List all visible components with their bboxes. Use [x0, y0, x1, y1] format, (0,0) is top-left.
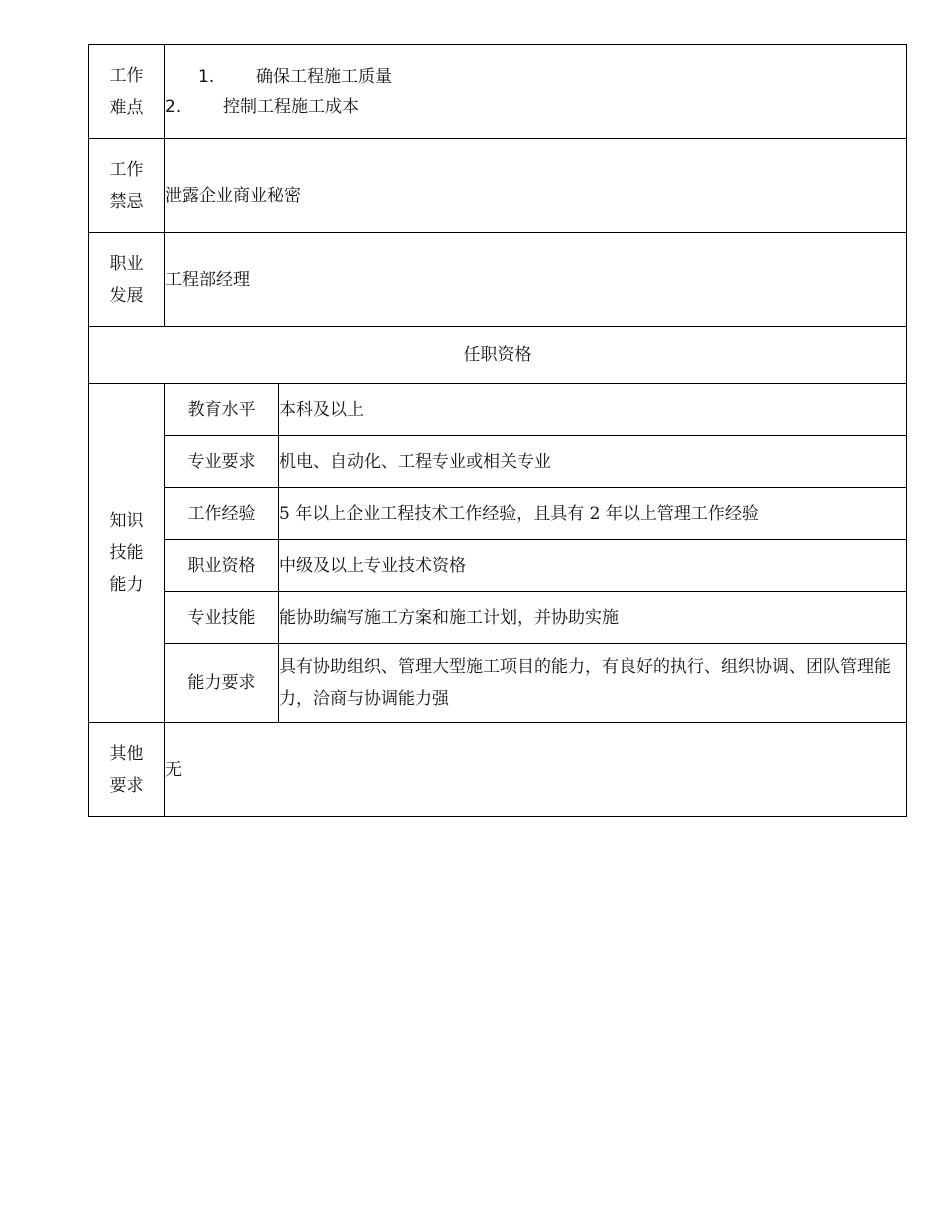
- education-value: 本科及以上: [279, 384, 907, 436]
- other-row: [89, 723, 907, 817]
- difficulty-value: [165, 45, 907, 139]
- career-row: [89, 233, 907, 327]
- other-label: 其他要求: [89, 723, 165, 817]
- difficulty-list: [165, 62, 906, 122]
- section-title: 任职资格: [89, 327, 907, 384]
- forbidden-row: [89, 139, 907, 233]
- career-value: 工程部经理: [165, 233, 907, 327]
- difficulty-item-1-number: 1.: [198, 66, 215, 87]
- knowledge-row-6: [89, 644, 907, 723]
- major-label: 专业要求: [165, 436, 279, 488]
- job-spec-table: [88, 44, 907, 817]
- knowledge-row-1: [89, 384, 907, 436]
- difficulty-row: [89, 45, 907, 139]
- knowledge-row-4: [89, 540, 907, 592]
- other-value: 无: [165, 723, 907, 817]
- ability-value: 具有协助组织、管理大型施工项目的能力，有良好的执行、组织协调、团队管理能力，洽商与协调能力强: [279, 644, 907, 723]
- knowledge-row-5: [89, 592, 907, 644]
- experience-label: 工作经验: [165, 488, 279, 540]
- ability-label: 能力要求: [165, 644, 279, 723]
- major-value: 机电、自动化、工程专业或相关专业: [279, 436, 907, 488]
- knowledge-row-2: [89, 436, 907, 488]
- skills-value: 能协助编写施工方案和施工计划，并协助实施: [279, 592, 907, 644]
- section-row: [89, 327, 907, 384]
- difficulty-label: 工作难点: [89, 45, 165, 139]
- difficulty-item-2-number: 2.: [165, 96, 182, 117]
- forbidden-label: 工作禁忌: [89, 139, 165, 233]
- knowledge-row-3: [89, 488, 907, 540]
- difficulty-item-1: [165, 62, 906, 92]
- difficulty-item-1-text: 确保工程施工质量: [256, 66, 392, 87]
- knowledge-label: 知识技能能力: [89, 384, 165, 723]
- difficulty-item-2-text: 控制工程施工成本: [223, 96, 359, 117]
- experience-value: 5 年以上企业工程技术工作经验，且具有 2 年以上管理工作经验: [279, 488, 907, 540]
- qualification-label: 职业资格: [165, 540, 279, 592]
- education-label: 教育水平: [165, 384, 279, 436]
- career-label: 职业发展: [89, 233, 165, 327]
- forbidden-value: 泄露企业商业秘密: [165, 139, 907, 233]
- difficulty-item-2: [165, 92, 906, 122]
- qualification-value: 中级及以上专业技术资格: [279, 540, 907, 592]
- skills-label: 专业技能: [165, 592, 279, 644]
